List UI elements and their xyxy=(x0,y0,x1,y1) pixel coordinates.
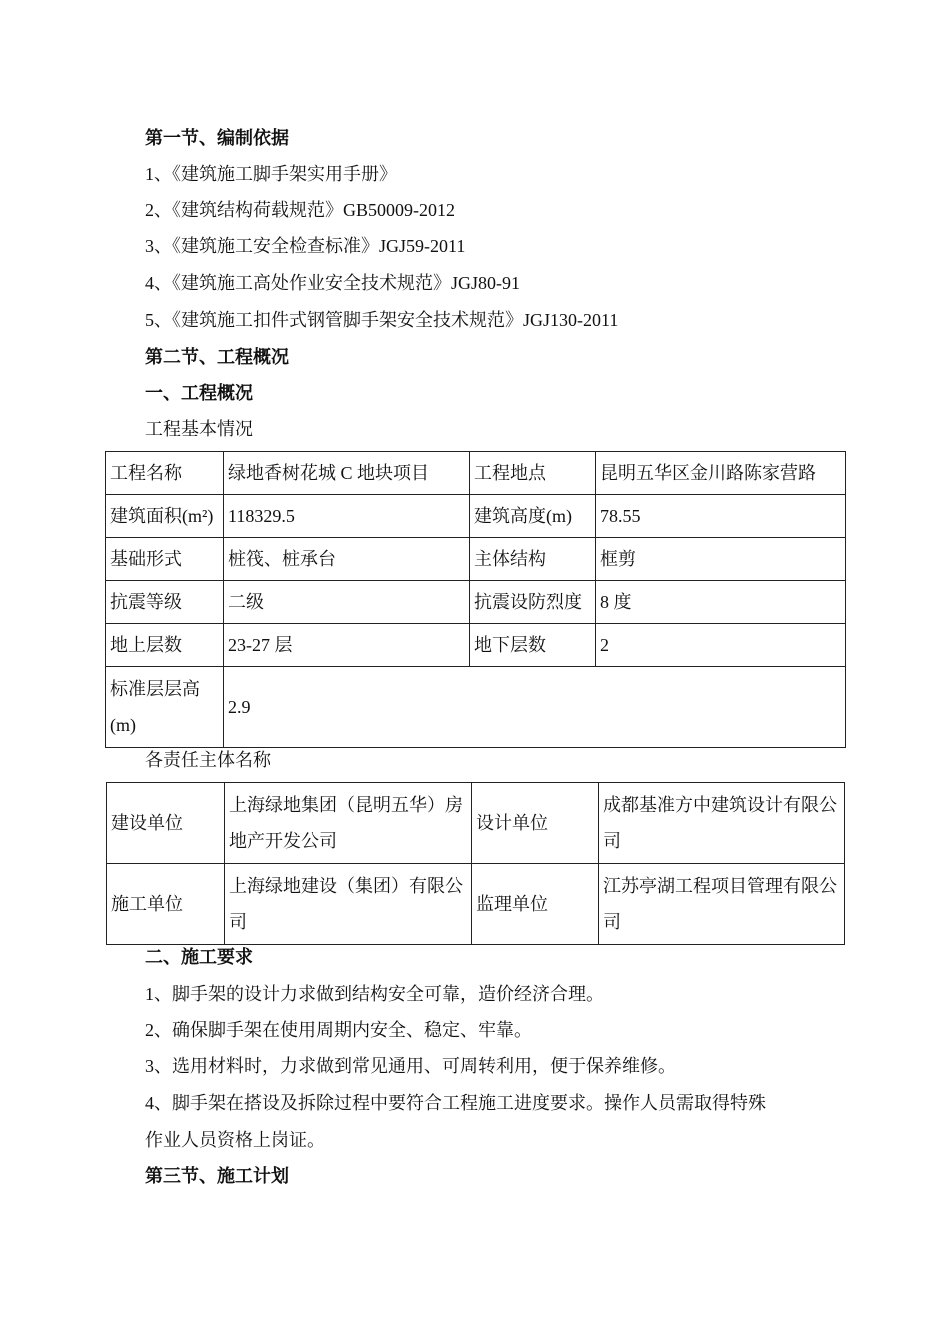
subsection-requirements-heading: 二、施工要求 xyxy=(145,947,253,967)
section2-heading: 第二节、工程概况 xyxy=(145,347,289,367)
table-cell-label: 监理单位 xyxy=(472,864,599,945)
reference-item: 4、《建筑施工高处作业安全技术规范》JGJ80-91 xyxy=(145,273,521,293)
table-cell-value: 框剪 xyxy=(596,538,846,581)
table-cell-value: 118329.5 xyxy=(224,495,470,538)
table-cell-label: 建设单位 xyxy=(107,783,225,864)
table-cell-value: 78.55 xyxy=(596,495,846,538)
table-cell-label: 基础形式 xyxy=(106,538,224,581)
table-row xyxy=(106,581,846,624)
section3-heading: 第三节、施工计划 xyxy=(145,1166,289,1186)
requirement-item: 2、确保脚手架在使用周期内安全、稳定、牢靠。 xyxy=(145,1020,532,1040)
table-cell-label: 主体结构 xyxy=(470,538,596,581)
table-cell-label: 抗震设防烈度 xyxy=(470,581,596,624)
reference-item: 5、《建筑施工扣件式钢管脚手架安全技术规范》JGJ130-2011 xyxy=(145,310,619,330)
table-cell-label: 工程名称 xyxy=(106,452,224,495)
table-row xyxy=(106,667,846,748)
subsection-overview-heading: 一、工程概况 xyxy=(145,383,253,403)
section1-heading: 第一节、编制依据 xyxy=(145,128,289,148)
reference-item: 3、《建筑施工安全检查标准》JGJ59-2011 xyxy=(145,236,466,256)
reference-item: 1、《建筑施工脚手架实用手册》 xyxy=(145,164,397,184)
parties-caption: 各责任主体名称 xyxy=(145,750,271,770)
table-row xyxy=(106,538,846,581)
requirement-item: 4、脚手架在搭设及拆除过程中要符合工程施工进度要求。操作人员需取得特殊 xyxy=(145,1093,766,1113)
table-cell-label: 施工单位 xyxy=(107,864,225,945)
table-cell-value: 8 度 xyxy=(596,581,846,624)
responsible-parties-table xyxy=(106,782,845,945)
table-cell-label: 标准层层高(m) xyxy=(106,667,224,748)
table-cell-label: 工程地点 xyxy=(470,452,596,495)
table-cell-value: 2 xyxy=(596,624,846,667)
table-cell-value: 二级 xyxy=(224,581,470,624)
table-row xyxy=(106,452,846,495)
table-cell-value: 桩筏、桩承台 xyxy=(224,538,470,581)
requirement-item: 3、选用材料时，力求做到常见通用、可周转利用，便于保养维修。 xyxy=(145,1056,676,1076)
table-cell-value: 绿地香树花城 C 地块项目 xyxy=(224,452,470,495)
table-cell-label: 建筑面积(m²) xyxy=(106,495,224,538)
table-cell-value: 昆明五华区金川路陈家营路 xyxy=(596,452,846,495)
requirement-item-continued: 作业人员资格上岗证。 xyxy=(145,1130,325,1150)
table-row xyxy=(106,624,846,667)
table-row xyxy=(107,864,845,945)
table-cell-value: 23-27 层 xyxy=(224,624,470,667)
table-cell-label: 地上层数 xyxy=(106,624,224,667)
table-cell-value: 2.9 xyxy=(224,667,846,748)
requirement-item: 1、脚手架的设计力求做到结构安全可靠，造价经济合理。 xyxy=(145,984,604,1004)
table-row xyxy=(106,495,846,538)
table-cell-label: 抗震等级 xyxy=(106,581,224,624)
table-cell-label: 建筑高度(m) xyxy=(470,495,596,538)
table-cell-value: 成都基准方中建筑设计有限公司 xyxy=(599,783,845,864)
table-cell-value: 上海绿地集团（昆明五华）房地产开发公司 xyxy=(225,783,472,864)
reference-item: 2、《建筑结构荷载规范》GB50009-2012 xyxy=(145,200,455,220)
table-row xyxy=(107,783,845,864)
table-cell-value: 上海绿地建设（集团）有限公司 xyxy=(225,864,472,945)
table-cell-label: 地下层数 xyxy=(470,624,596,667)
project-basic-info-table xyxy=(105,451,846,748)
basic-info-caption: 工程基本情况 xyxy=(145,419,253,439)
table-cell-value: 江苏亭湖工程项目管理有限公司 xyxy=(599,864,845,945)
table-cell-label: 设计单位 xyxy=(472,783,599,864)
